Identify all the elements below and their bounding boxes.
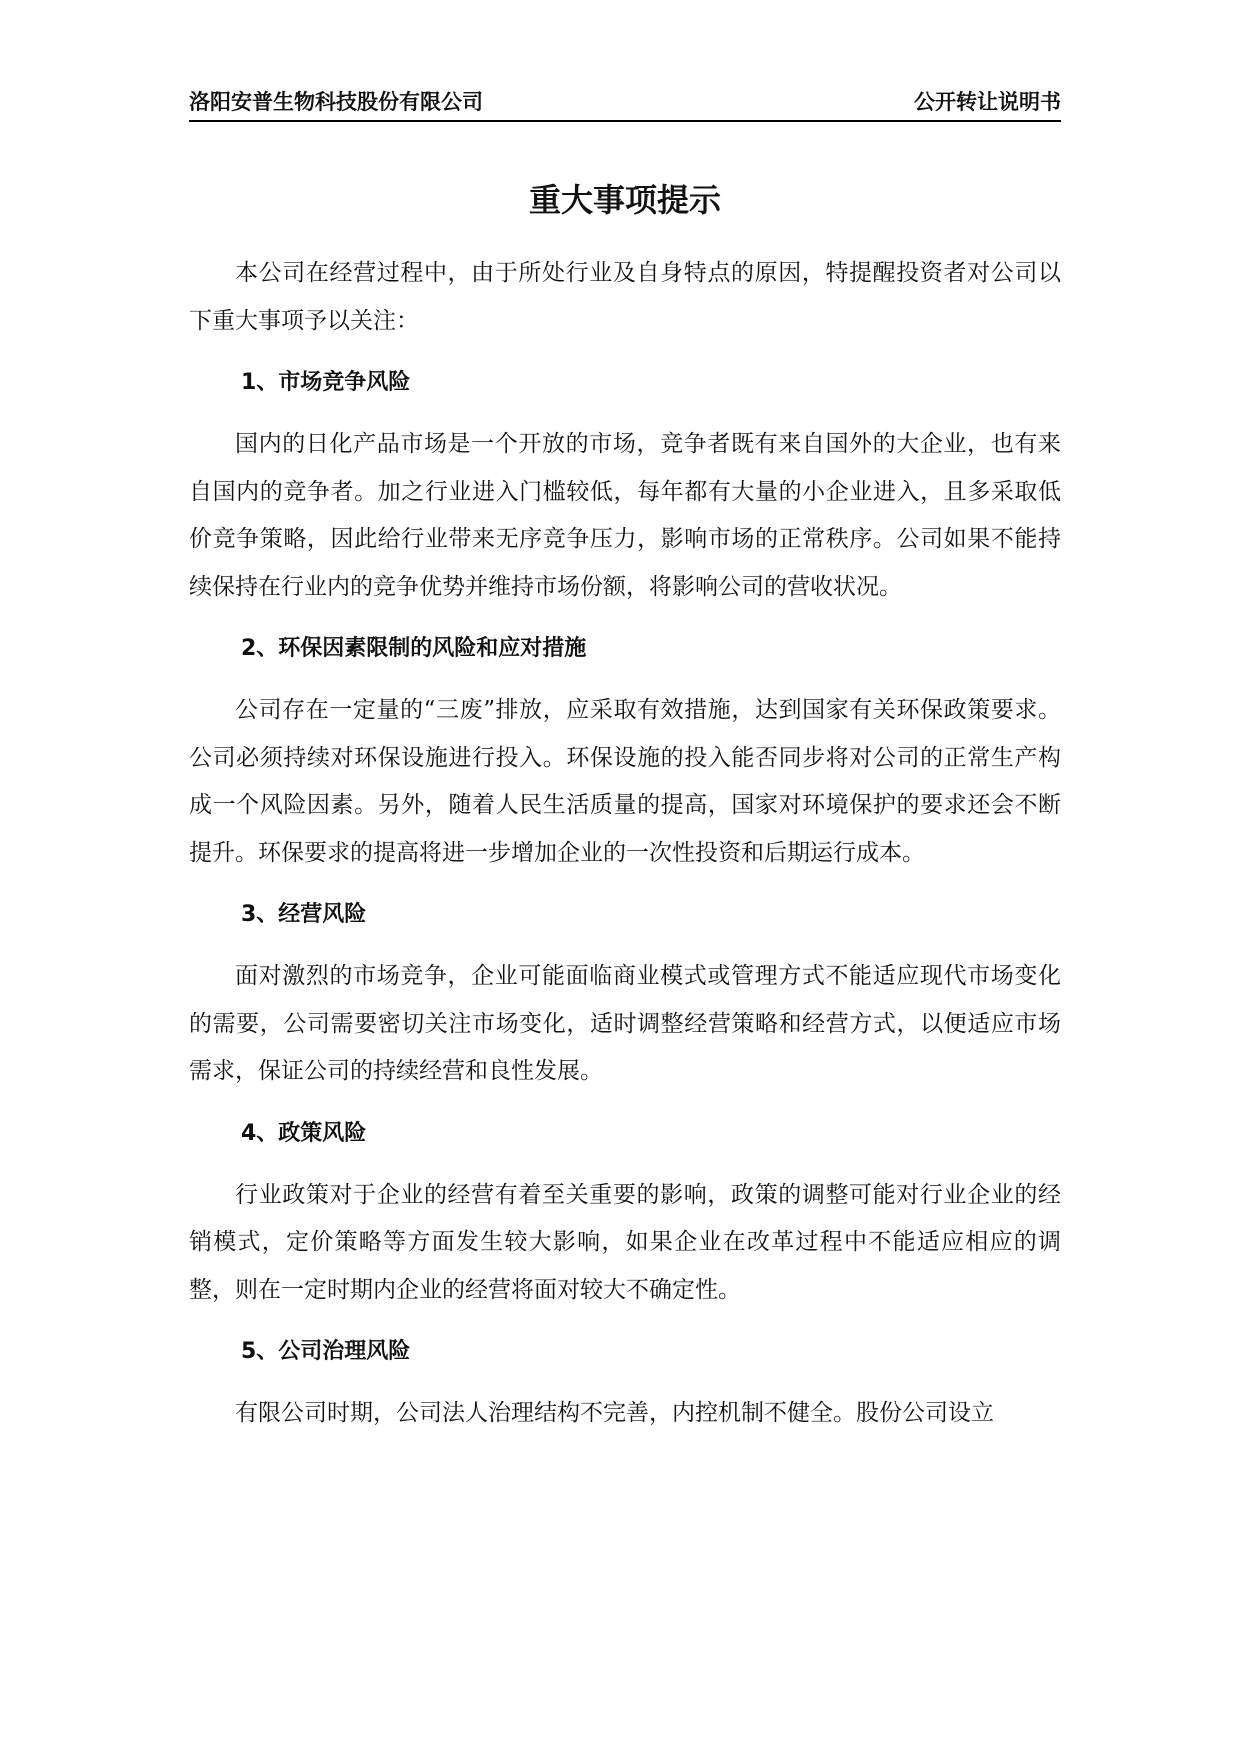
section-text-policy: 行业政策对于企业的经营有着至关重要的影响，政策的调整可能对行业企业的经销模式，定价策略等方面发生较大影响，如果企业在改革过程中不能适应相应的调整，则在一定时期内企业的经营将面对较大不确定性。 [189, 1181, 1061, 1303]
section-text-market-competition: 国内的日化产品市场是一个开放的市场，竞争者既有来自国外的大企业，也有来自国内的竞争者。加之行业进入门槛较低，每年都有大量的小企业进入，且多采取低价竞争策略，因此给行业带来无序竞争压力，影响市场的正常秩序。公司如果不能持续保持在行业内的竞争优势并维持市场份额，将影响公司的营收状况。 [189, 431, 1061, 600]
section-heading-policy: 4、政策风险 [241, 1120, 367, 1146]
section-heading-market-competition: 1、市场竞争风险 [241, 370, 411, 395]
page-title: 重大事项提示 [528, 181, 721, 219]
document-body [189, 250, 1061, 1438]
section-text-operating: 面对激烈的市场竞争，企业可能面临商业模式或管理方式不能适应现代市场变化的需要，公司需要密切关注市场变化，适时调整经营策略和经营方式，以便适应市场需求，保证公司的持续经营和良性发展。 [189, 963, 1061, 1084]
section-text-environmental: 公司存在一定量的“三废”排放，应采取有效措施，达到国家有关环保政策要求。公司必须持续对环保设施进行投入。环保设施的投入能否同步将对公司的正常生产构成一个风险因素。另外，随着人民生活质量的提高，国家对环境保护的要求还会不断提升。环保要求的提高将进一步增加企业的一次性投资和后期运行成本。 [189, 697, 1061, 866]
section-heading-governance: 5、公司治理风险 [241, 1339, 411, 1364]
section-heading-environmental: 2、环保因素限制的风险和应对措施 [241, 636, 587, 661]
section-heading-operating: 3、经营风险 [241, 902, 367, 927]
intro-paragraph: 本公司在经营过程中，由于所处行业及自身特点的原因，特提醒投资者对公司以下重大事项予以关注： [189, 260, 1061, 334]
page-header [189, 86, 1061, 122]
section-text-governance: 有限公司时期，公司法人治理结构不完善，内控机制不健全。股份公司设立 [235, 1400, 994, 1426]
header-document-type: 公开转让说明书 [914, 90, 1061, 114]
header-company-name: 洛阳安普生物科技股份有限公司 [189, 90, 483, 114]
